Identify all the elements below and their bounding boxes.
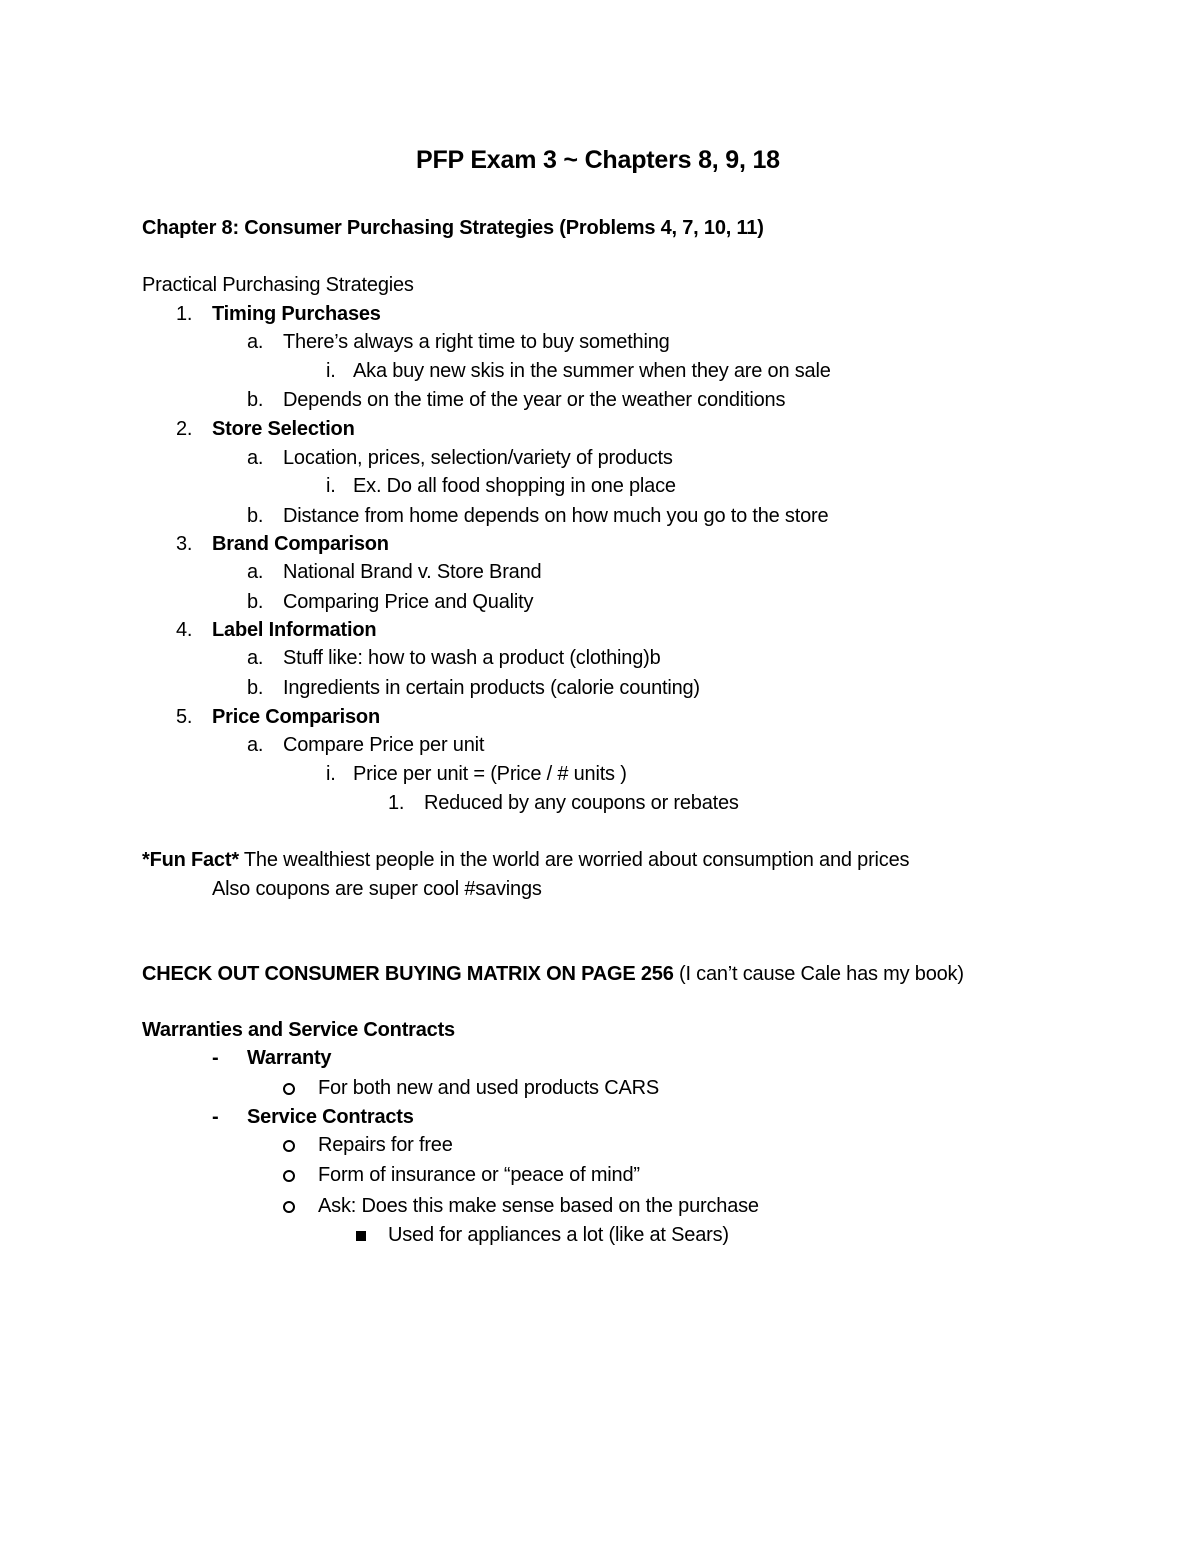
fun-fact-text: The wealthiest people in the world are worried about consumption and prices (238, 849, 910, 871)
sub-sub-item-text: Aka buy new skis in the summer when they are on sale (353, 360, 831, 382)
sub-item (0, 386, 1200, 415)
bullet-item-text: Form of insurance or “peace of mind” (318, 1164, 640, 1186)
level4-marker: 1. (388, 792, 405, 814)
circle-bullet-icon (283, 1083, 295, 1095)
dash-marker: - (212, 1047, 219, 1069)
bullet-item (0, 1074, 1200, 1103)
warranty-label: Warranty (247, 1047, 332, 1069)
square-bullet-item-text: Used for appliances a lot (like at Sears) (388, 1224, 729, 1246)
bullet-item (0, 1192, 1200, 1221)
section-heading: Practical Purchasing Strategies (142, 274, 414, 296)
list-item-label: Store Selection (212, 418, 355, 440)
page-title: PFP Exam 3 ~ Chapters 8, 9, 18 (416, 146, 780, 174)
sub-item (0, 588, 1200, 617)
sub-marker: a. (247, 647, 264, 669)
sub-item-text: Comparing Price and Quality (283, 591, 534, 613)
bullet-item-text: Repairs for free (318, 1134, 453, 1156)
service-label: Service Contracts (247, 1106, 414, 1128)
matrix-note-rest: (I can’t cause Cale has my book) (673, 963, 964, 985)
bullet-item (0, 1131, 1200, 1160)
bullet-item-text: Ask: Does this make sense based on the purchase (318, 1195, 759, 1217)
square-bullet-icon (356, 1231, 366, 1241)
sub-item (0, 328, 1200, 357)
level4-item (0, 789, 1200, 818)
sub-item-text: National Brand v. Store Brand (283, 561, 542, 583)
sub-item-text: Ingredients in certain products (calorie counting) (283, 677, 700, 699)
sub-item (0, 674, 1200, 703)
list-marker: 4. (176, 619, 193, 641)
circle-bullet-icon (283, 1140, 295, 1152)
sub-item (0, 558, 1200, 587)
matrix-note-bold: CHECK OUT CONSUMER BUYING MATRIX ON PAGE 256 (142, 963, 674, 985)
sub-marker: b. (247, 677, 264, 699)
sub-item (0, 731, 1200, 760)
bullet-item-text: For both new and used products CARS (318, 1077, 659, 1099)
fun-fact (142, 846, 909, 875)
sub-sub-item (0, 357, 1200, 386)
level4-item-text: Reduced by any coupons or rebates (424, 792, 739, 814)
bullet-item (0, 1161, 1200, 1190)
list-marker: 1. (176, 303, 193, 325)
sub-sub-item-text: Ex. Do all food shopping in one place (353, 475, 676, 497)
dash-marker: - (212, 1106, 219, 1128)
sub-marker: a. (247, 734, 264, 756)
list-marker: 3. (176, 533, 193, 555)
list-item-label: Timing Purchases (212, 303, 381, 325)
sub-item (0, 644, 1200, 673)
list-item-5 (0, 703, 1200, 732)
circle-bullet-icon (283, 1201, 295, 1213)
sub-sub-item (0, 472, 1200, 501)
list-marker: 5. (176, 706, 193, 728)
dash-item-service (0, 1103, 1200, 1132)
sub-item-text: There’s always a right time to buy something (283, 331, 670, 353)
sub-item-text: Compare Price per unit (283, 734, 485, 756)
sub-item (0, 444, 1200, 473)
fun-fact-label: *Fun Fact* (142, 849, 239, 871)
sub-sub-item-text: Price per unit = (Price / # units ) (353, 763, 627, 785)
list-item-2 (0, 415, 1200, 444)
sub-sub-marker: i. (326, 763, 336, 785)
sub-item-text: Depends on the time of the year or the weather conditions (283, 389, 786, 411)
chapter-heading: Chapter 8: Consumer Purchasing Strategies (Problems 4, 7, 10, 11) (142, 217, 764, 239)
sub-sub-item (0, 760, 1200, 789)
sub-marker: a. (247, 331, 264, 353)
sub-marker: a. (247, 447, 264, 469)
sub-sub-marker: i. (326, 475, 336, 497)
sub-item-text: Location, prices, selection/variety of products (283, 447, 673, 469)
matrix-note (142, 960, 964, 989)
list-item-1 (0, 300, 1200, 329)
list-item-label: Brand Comparison (212, 533, 389, 555)
circle-bullet-icon (283, 1170, 295, 1182)
square-bullet-item (0, 1221, 1200, 1250)
dash-item-warranty (0, 1044, 1200, 1073)
list-item-label: Price Comparison (212, 706, 380, 728)
sub-marker: b. (247, 505, 264, 527)
list-marker: 2. (176, 418, 193, 440)
warranties-heading: Warranties and Service Contracts (142, 1019, 455, 1041)
sub-marker: b. (247, 591, 264, 613)
list-item-3 (0, 530, 1200, 559)
list-item-label: Label Information (212, 619, 377, 641)
sub-marker: a. (247, 561, 264, 583)
sub-item-text: Stuff like: how to wash a product (clothing)b (283, 647, 661, 669)
sub-sub-marker: i. (326, 360, 336, 382)
fun-fact-line2: Also coupons are super cool #savings (212, 878, 542, 900)
sub-marker: b. (247, 389, 264, 411)
list-item-4 (0, 616, 1200, 645)
sub-item-text: Distance from home depends on how much you go to the store (283, 505, 829, 527)
sub-item (0, 502, 1200, 531)
